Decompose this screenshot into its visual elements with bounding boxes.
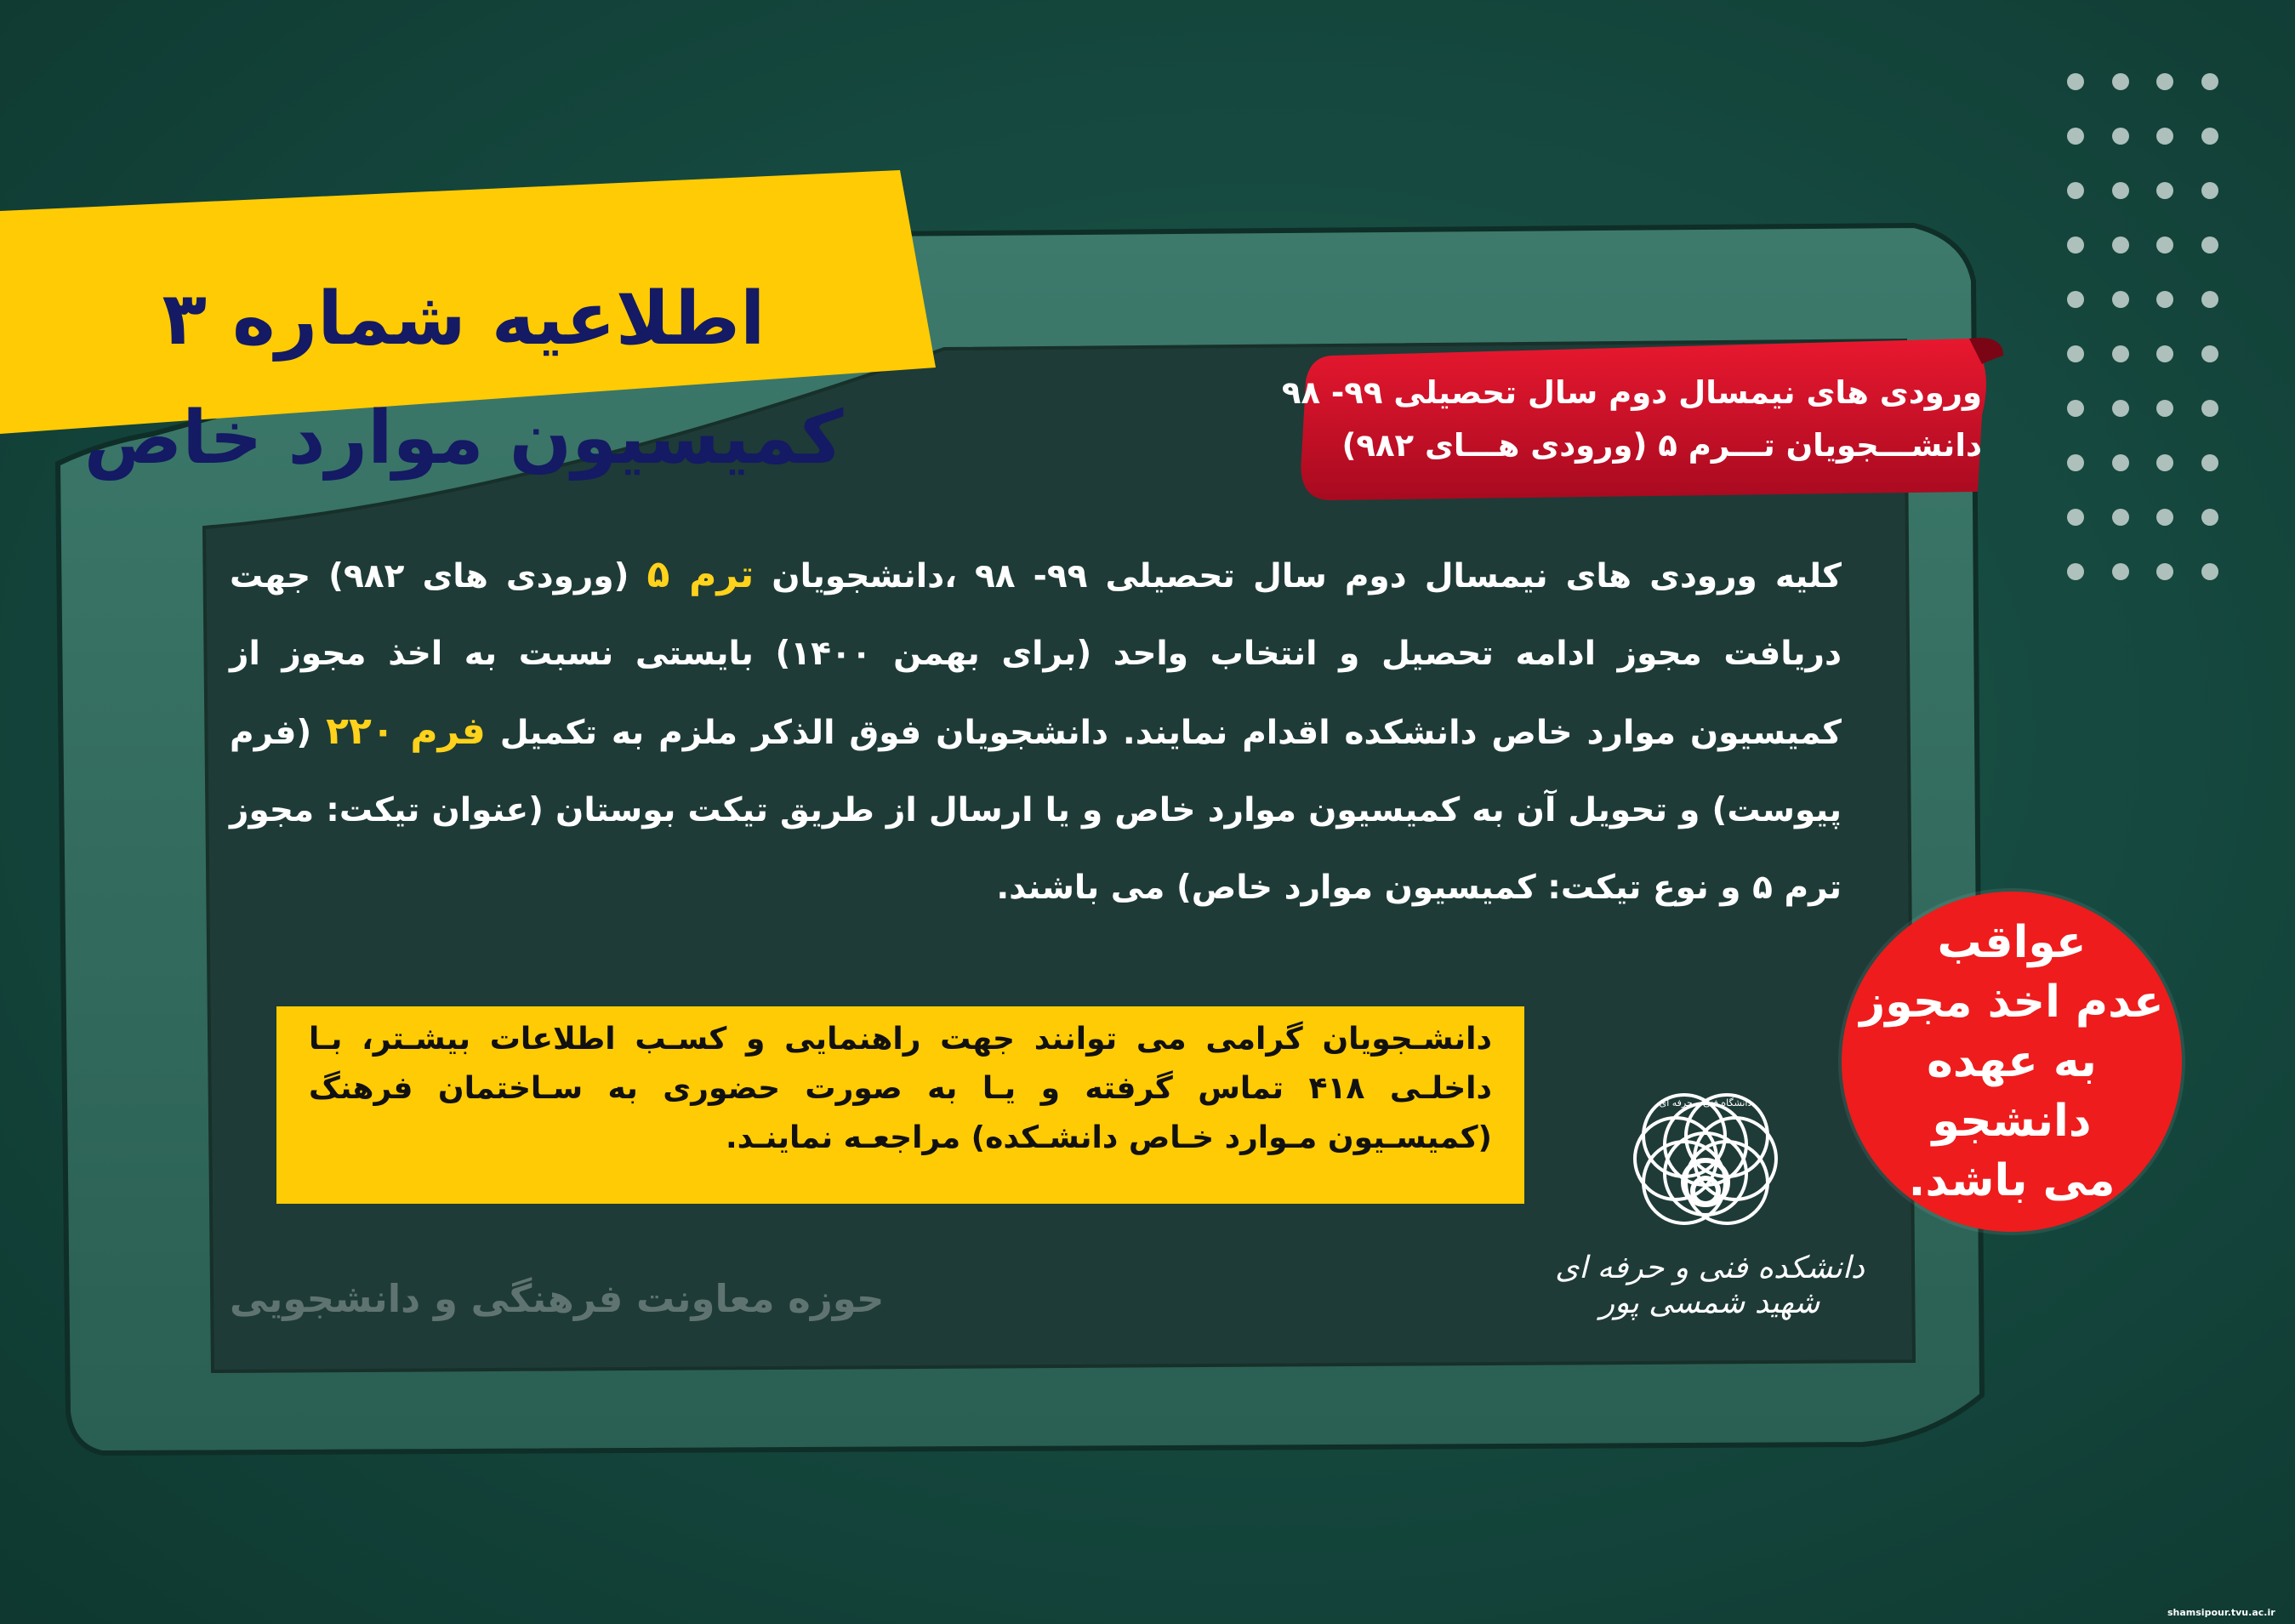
warning-line-3: به عهده دانشجو [1927, 1036, 2097, 1147]
term-highlight: ترم ۵ [646, 553, 755, 596]
warning-line-2: عدم اخذ مجوز [1859, 977, 2164, 1028]
main-text-part-1: کلیه ورودی های نیمسال دوم سال تحصیلی ۹۹- ۹۸ ،دانشجویان [754, 557, 1842, 595]
contact-notice: دانشـجویان گرامی می توانند جهت راهنمایی و کسـب اطلاعات بیشـتر، بـا داخلـی ۴۱۸ تماس گرفته و یـا به صورت حضوری به سـاختمان فرهنگ (کمیسـیون مـوارد خـاص دانشـکده) مراجعـه نماینـد. [276, 1006, 1524, 1204]
warning-line-1: عواقب [1937, 917, 2087, 968]
main-text-part-3: (فرم پیوست) و تحویل آن به کمیسیون موارد خاص و یا ارسال از طریق تیکت بوستان (عنوان تیکت: مجوز ترم ۵ و نوع تیکت: کمیسیون موارد خاص) می باشند. [230, 714, 1842, 907]
website-url[interactable]: shamsipour.tvu.ac.ir [2167, 1607, 2275, 1618]
warning-line-4: می باشد. [1908, 1155, 2116, 1206]
college-name: دانشکده فنی و حرفه ای شهید شمسی پور [1555, 1251, 1865, 1320]
ribbon-line-1: ورودی های نیمسال دوم سال تحصیلی ۹۹- ۹۸ [1281, 374, 1982, 411]
main-text-part-2: (ورودی های ۹۸۲) جهت دریافت مجوز ادامه تحصیل و انتخاب واحد (برای بهمن ۱۴۰۰) بایستی نسبت به اخذ مجوز از کمیسیون موارد خاص دانشکده اقدام نمایند. دانشجویان فوق الذکر ملزم به تکمیل [230, 557, 1842, 752]
main-paragraph [230, 536, 1842, 919]
university-logo-icon [1599, 1055, 1812, 1268]
form-highlight: فرم ۲۲۰ [326, 709, 486, 753]
warning-circle [1842, 892, 2182, 1232]
ribbon-line-2: دانشـــجویان تـــرم ۵ (ورودی هـــای ۹۸۲) [1341, 427, 1982, 464]
page-title: اطلاعیه شماره ۳ کمیسیون موارد خاص [83, 276, 844, 481]
decorative-dot-grid [2067, 58, 2246, 602]
department-footer: حوزه معاونت فرهنگی و دانشجویی [230, 1276, 885, 1321]
logo-inner-text: دانشگاه فنی و حرفه ای [1659, 1097, 1752, 1108]
